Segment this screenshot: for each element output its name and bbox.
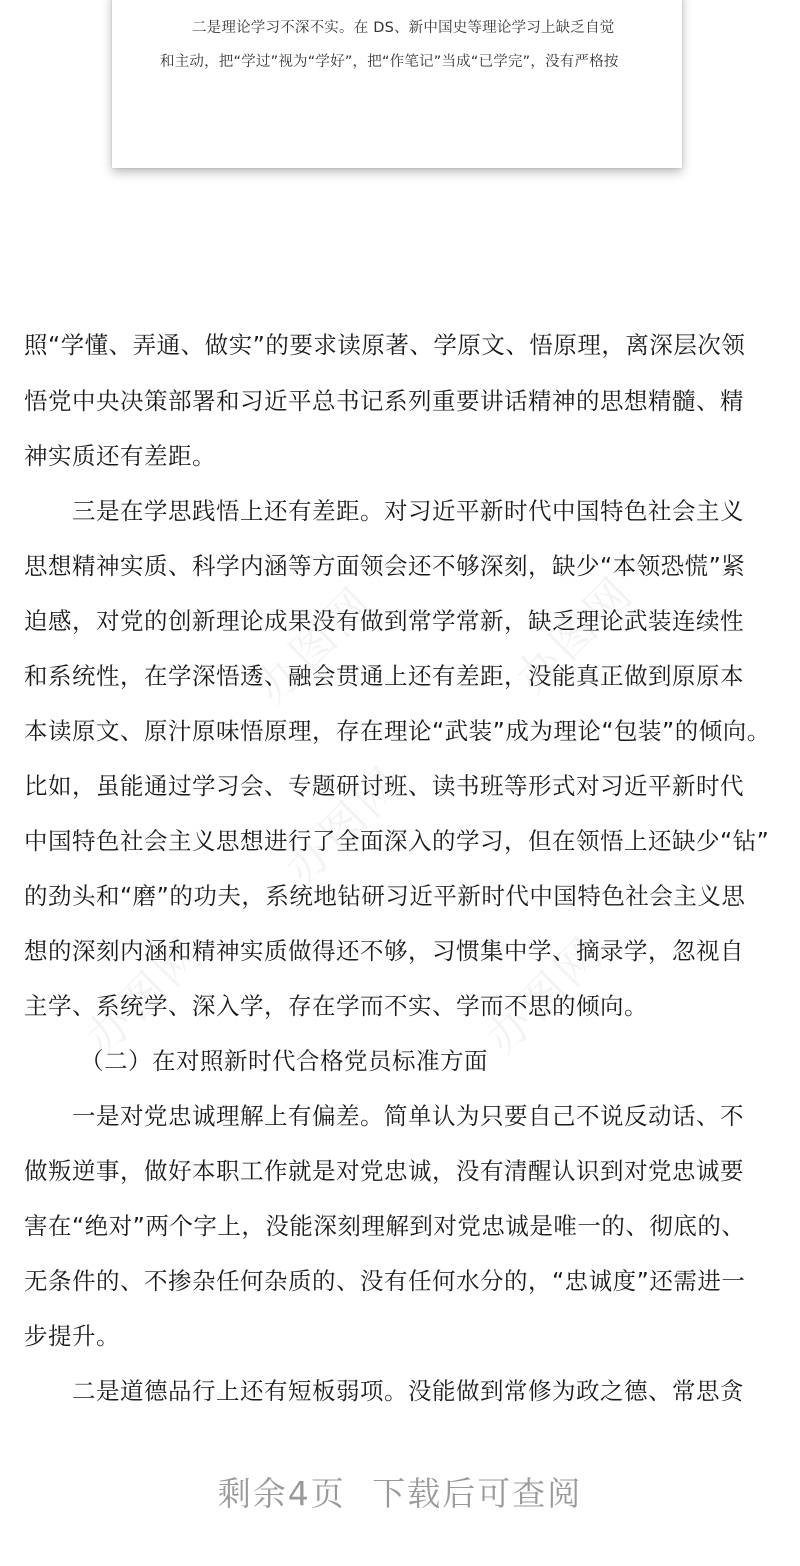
remaining-pages-notice[interactable] xyxy=(0,1468,800,1515)
body-line: 神实质还有差距。 xyxy=(24,442,216,470)
paragraph-start-line: 三是在学思践悟上还有差距。对习近平新时代中国特色社会主义 xyxy=(72,497,744,525)
body-line: 步提升。 xyxy=(24,1322,120,1350)
body-line: 思想精神实质、科学内涵等方面领会还不够深刻，缺少“本领恐慌”紧 xyxy=(24,552,746,580)
preview-paragraph-line: 和主动，把“学过”视为“学好”，把“作笔记”当成“已学完”，没有严格按 xyxy=(160,54,619,70)
watermark: 办图网 xyxy=(246,576,385,715)
remaining-pages-label: 剩余4页 xyxy=(217,1474,346,1513)
body-line: 比如，虽能通过学习会、专题研讨班、读书班等形式对习近平新时代 xyxy=(24,772,744,800)
body-line: 悟党中央决策部署和习近平总书记系列重要讲话精神的思想精髓、精 xyxy=(24,387,744,415)
body-line: 做叛逆事，做好本职工作就是对党忠诚，没有清醒认识到对党忠诚要 xyxy=(24,1157,744,1185)
body-line: 的劲头和“磨”的功夫，系统地钻研习近平新时代中国特色社会主义思 xyxy=(24,882,746,910)
body-line: 想的深刻内涵和精神实质做得还不够，习惯集中学、摘录学，忽视自 xyxy=(24,937,744,965)
paragraph-start-line: 一是对党忠诚理解上有偏差。简单认为只要自己不说反动话、不 xyxy=(72,1102,744,1130)
body-line: 照“学懂、弄通、做实”的要求读原著、学原文、悟原理，离深层次领 xyxy=(24,331,746,359)
body-line: 中国特色社会主义思想进行了全面深入的学习，但在领悟上还缺少“钻” xyxy=(24,827,770,855)
body-line: 无条件的、不掺杂任何杂质的、没有任何水分的，“忠诚度”还需进一 xyxy=(24,1267,746,1295)
body-line: 本读原文、原汁原味悟原理，存在理论“武装”成为理论“包装”的倾向。 xyxy=(24,717,771,745)
section-heading: （二）在对照新时代合格党员标准方面 xyxy=(80,1047,488,1075)
body-line: 主学、系统学、深入学，存在学而不实、学而不思的倾向。 xyxy=(24,992,648,1020)
watermark: 办图网 xyxy=(506,566,645,705)
watermark: 办图网 xyxy=(76,926,215,1065)
paragraph-start-line: 二是道德品行上还有短板弱项。没能做到常修为政之德、常思贪 xyxy=(72,1377,744,1405)
watermark: 办图网 xyxy=(476,926,615,1065)
watermark: 办图网 xyxy=(276,756,415,895)
body-line: 迫感，对党的创新理论成果没有做到常学常新，缺乏理论武装连续性 xyxy=(24,607,744,635)
body-line: 和系统性，在学深悟透、融会贯通上还有差距，没能真正做到原原本 xyxy=(24,662,744,690)
body-line: 害在“绝对”两个字上，没能深刻理解到对党忠诚是唯一的、彻底的、 xyxy=(24,1212,746,1240)
preview-paragraph-line: 二是理论学习不深不实。在 DS、新中国史等理论学习上缺乏自觉 xyxy=(192,20,615,36)
download-to-view-label: 下载后可查阅 xyxy=(372,1474,583,1513)
